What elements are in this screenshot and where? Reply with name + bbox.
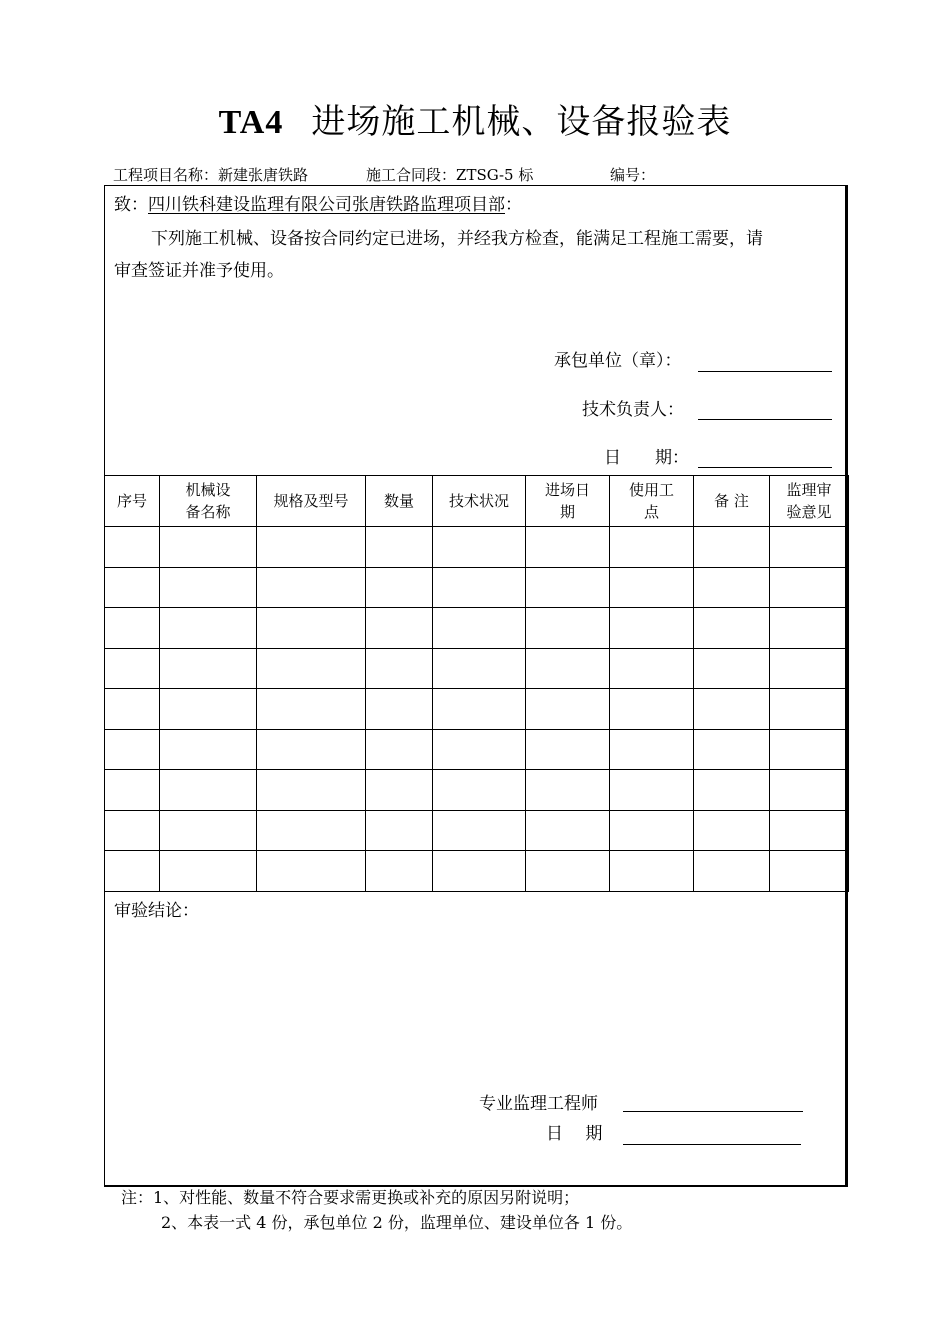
header-seq	[105, 476, 160, 527]
header-text: 数量	[383, 492, 414, 510]
contractor-date-label: 日 期：	[604, 448, 689, 468]
header-equipment-name	[160, 476, 257, 527]
table-row	[105, 729, 849, 770]
table-cell[interactable]	[526, 851, 610, 892]
note-line-2: 2、本表一式 4 份，承包单位 2 份，监理单位、建设单位各 1 份。	[161, 1213, 633, 1232]
table-cell[interactable]	[366, 648, 433, 689]
table-cell[interactable]	[366, 770, 433, 811]
table-cell[interactable]	[105, 851, 160, 892]
table-cell[interactable]	[770, 729, 849, 770]
table-cell[interactable]	[433, 851, 526, 892]
table-cell[interactable]	[105, 527, 160, 568]
header-work-site	[610, 476, 694, 527]
table-cell[interactable]	[433, 770, 526, 811]
engineer-signature-line[interactable]	[623, 1111, 803, 1112]
form-number-label: 编号：	[610, 166, 656, 184]
table-cell[interactable]	[257, 810, 366, 851]
table-row	[105, 851, 849, 892]
tech-lead-label: 技术负责人：	[582, 400, 684, 420]
table-cell[interactable]	[257, 729, 366, 770]
table-cell[interactable]	[770, 608, 849, 649]
table-cell[interactable]	[105, 648, 160, 689]
table-row	[105, 648, 849, 689]
form-title: 进场施工机械、设备报验表	[311, 102, 732, 142]
body-text-line-1: 下列施工机械、设备按合同约定已进场，并经我方检查，能满足工程施工需要，请	[151, 229, 763, 249]
table-cell[interactable]	[526, 608, 610, 649]
table-cell[interactable]	[160, 810, 257, 851]
table-row	[105, 770, 849, 811]
table-cell[interactable]	[366, 810, 433, 851]
header-quantity	[366, 476, 433, 527]
table-cell[interactable]	[610, 527, 694, 568]
form-number-field	[610, 165, 655, 185]
table-cell[interactable]	[257, 608, 366, 649]
table-cell[interactable]	[694, 567, 770, 608]
header-remarks	[694, 476, 770, 527]
addressee-line	[114, 193, 522, 217]
header-text: 机械设	[185, 481, 231, 499]
contractor-unit-line[interactable]	[698, 371, 832, 372]
table-cell[interactable]	[257, 567, 366, 608]
table-cell[interactable]	[526, 567, 610, 608]
table-cell[interactable]	[160, 851, 257, 892]
contract-section-value: ZTSG-5 标	[456, 166, 534, 184]
table-cell[interactable]	[770, 527, 849, 568]
table-cell[interactable]	[610, 770, 694, 811]
header-tech-status	[433, 476, 526, 527]
tech-lead-line[interactable]	[698, 419, 832, 420]
contractor-unit-label: 承包单位（章）：	[554, 351, 682, 371]
table-cell[interactable]	[694, 810, 770, 851]
header-text: 点	[643, 503, 659, 521]
table-row	[105, 567, 849, 608]
header-text: 验意见	[786, 503, 832, 521]
table-cell[interactable]	[366, 729, 433, 770]
review-date-label: 日 期	[546, 1124, 603, 1144]
table-cell[interactable]	[433, 810, 526, 851]
table-cell[interactable]	[160, 689, 257, 730]
to-label: 致：	[114, 195, 148, 215]
table-row	[105, 608, 849, 649]
header-text: 进场日	[544, 481, 590, 499]
review-conclusion-label: 审验结论：	[114, 901, 199, 921]
header-spec-model	[257, 476, 366, 527]
note-line-1: 注：1、对性能、数量不符合要求需更换或补充的原因另附说明；	[121, 1188, 580, 1207]
form-code: TA4	[218, 104, 284, 141]
header-text: 监理审	[786, 481, 832, 499]
table-cell[interactable]	[526, 689, 610, 730]
body-text-line-2: 审查签证并准予使用。	[114, 261, 284, 281]
table-cell[interactable]	[105, 810, 160, 851]
table-cell[interactable]	[694, 729, 770, 770]
header-text: 序号	[116, 492, 147, 510]
table-cell[interactable]	[610, 729, 694, 770]
project-name-value: 新建张唐铁路	[218, 166, 309, 184]
table-cell[interactable]	[433, 648, 526, 689]
recipient-colon: ：	[505, 195, 522, 215]
table-cell[interactable]	[610, 810, 694, 851]
table-cell[interactable]	[257, 648, 366, 689]
table-header-row	[105, 476, 849, 527]
header-entry-date	[526, 476, 610, 527]
engineer-label: 专业监理工程师	[479, 1094, 598, 1114]
header-supervisor-opinion	[770, 476, 849, 527]
header-text: 使用工	[628, 481, 674, 499]
table-cell[interactable]	[770, 648, 849, 689]
table-cell[interactable]	[770, 770, 849, 811]
table-cell[interactable]	[610, 608, 694, 649]
table-row	[105, 527, 849, 568]
table-cell[interactable]	[366, 851, 433, 892]
table-cell[interactable]	[433, 729, 526, 770]
table-cell[interactable]	[433, 608, 526, 649]
header-text: 备名称	[185, 503, 231, 521]
table-cell[interactable]	[694, 527, 770, 568]
table-cell[interactable]	[366, 689, 433, 730]
table-cell[interactable]	[257, 689, 366, 730]
table-cell[interactable]	[610, 648, 694, 689]
table-cell[interactable]	[105, 770, 160, 811]
table-cell[interactable]	[610, 851, 694, 892]
table-cell[interactable]	[694, 648, 770, 689]
table-cell[interactable]	[433, 689, 526, 730]
table-cell[interactable]	[160, 567, 257, 608]
table-cell[interactable]	[610, 567, 694, 608]
table-cell[interactable]	[366, 567, 433, 608]
table-cell[interactable]	[694, 608, 770, 649]
contractor-date-line[interactable]	[698, 467, 832, 468]
table-cell[interactable]	[433, 567, 526, 608]
table-row	[105, 689, 849, 730]
table-cell[interactable]	[433, 527, 526, 568]
table-cell[interactable]	[366, 608, 433, 649]
table-cell[interactable]	[257, 851, 366, 892]
table-cell[interactable]	[105, 729, 160, 770]
header-text: 备 注	[714, 492, 749, 510]
contract-section-field	[366, 165, 533, 185]
table-cell[interactable]	[610, 689, 694, 730]
recipient-name: 四川铁科建设监理有限公司张唐铁路监理项目部	[148, 195, 505, 215]
table-cell[interactable]	[770, 689, 849, 730]
contract-section-label: 施工合同段：	[366, 166, 457, 184]
table-cell[interactable]	[366, 527, 433, 568]
table-cell[interactable]	[105, 608, 160, 649]
table-cell[interactable]	[526, 527, 610, 568]
header-text: 技术状况	[448, 492, 509, 510]
table-cell[interactable]	[160, 527, 257, 568]
review-date-line[interactable]	[623, 1144, 801, 1145]
header-text: 规格及型号	[273, 492, 349, 510]
project-name-label: 工程项目名称：	[113, 166, 219, 184]
table-cell[interactable]	[160, 729, 257, 770]
table-cell[interactable]	[526, 770, 610, 811]
table-cell[interactable]	[526, 729, 610, 770]
header-text: 期	[559, 503, 575, 521]
table-cell[interactable]	[257, 770, 366, 811]
table-cell[interactable]	[257, 527, 366, 568]
equipment-table	[104, 475, 849, 892]
table-cell[interactable]	[105, 567, 160, 608]
page-title	[0, 100, 950, 145]
table-cell[interactable]	[694, 689, 770, 730]
table-body	[105, 527, 849, 892]
table-cell[interactable]	[770, 567, 849, 608]
table-row	[105, 810, 849, 851]
table-cell[interactable]	[694, 770, 770, 811]
table-cell[interactable]	[105, 689, 160, 730]
table-cell[interactable]	[526, 648, 610, 689]
table-cell[interactable]	[160, 770, 257, 811]
table-cell[interactable]	[526, 810, 610, 851]
table-cell[interactable]	[160, 608, 257, 649]
table-cell[interactable]	[770, 810, 849, 851]
table-cell[interactable]	[160, 648, 257, 689]
table-cell[interactable]	[694, 851, 770, 892]
project-name-field	[113, 165, 308, 185]
table-cell[interactable]	[770, 851, 849, 892]
